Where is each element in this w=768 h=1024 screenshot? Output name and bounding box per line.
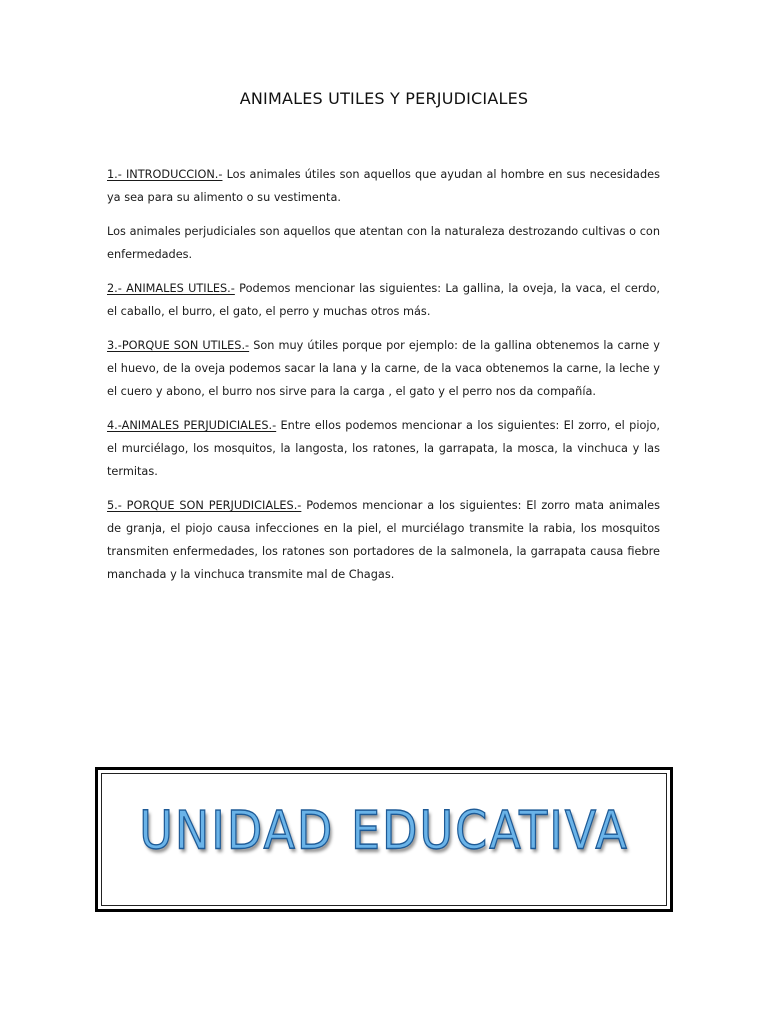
school-banner bbox=[95, 767, 673, 912]
paragraph-animales-utiles bbox=[107, 277, 660, 323]
section-heading-animales-perjudiciales: 4.-ANIMALES PERJUDICIALES.- bbox=[107, 419, 277, 432]
section-text-introduccion: Los animales útiles son aquellos que ayudan al hombre en sus necesidades ya sea para su alimento o su vestimenta. bbox=[107, 168, 660, 204]
section-text-animales-utiles: Podemos mencionar las siguientes: La gallina, la oveja, la vaca, el cerdo, el caballo, el burro, el gato, el perro y muchas otros más. bbox=[107, 282, 660, 318]
paragraph-introduccion bbox=[107, 163, 660, 209]
paragraph-porque-utiles bbox=[107, 334, 660, 403]
section-heading-porque-perjudiciales: 5.- PORQUE SON PERJUDICIALES.- bbox=[107, 499, 302, 512]
section-text-porque-utiles: Son muy útiles porque por ejemplo: de la gallina obtenemos la carne y el huevo, de la oveja podemos sacar la lana y la carne, de la vaca obtenemos la carne, la leche y el cuero y abono, el burro nos sirve para la carga , el gato y el perro nos da compañía. bbox=[107, 339, 660, 398]
document-body bbox=[107, 163, 660, 597]
paragraph-porque-perjudiciales bbox=[107, 494, 660, 586]
section-heading-animales-utiles: 2.- ANIMALES UTILES.- bbox=[107, 282, 235, 295]
section-text-porque-perjudiciales: Podemos mencionar a los siguientes: El zorro mata animales de granja, el piojo causa infecciones en la piel, el murciélago transmite la rabia, los mosquitos transmiten enfermedades, los ratones son portadores de la salmonela, la garrapata causa fiebre manchada y la vinchuca transmite mal de Chagas. bbox=[107, 499, 660, 581]
section-heading-porque-utiles: 3.-PORQUE SON UTILES.- bbox=[107, 339, 250, 352]
paragraph-perjudiciales-definicion bbox=[107, 220, 660, 266]
paragraph-animales-perjudiciales bbox=[107, 414, 660, 483]
page-title: ANIMALES UTILES Y PERJUDICIALES bbox=[239, 89, 529, 108]
banner-title: UNIDAD EDUCATIVA bbox=[139, 798, 629, 862]
section-text-animales-perjudiciales: Entre ellos podemos mencionar a los siguientes: El zorro, el piojo, el murciélago, los mosquitos, la langosta, los ratones, la garrapata, la mosca, la vinchuca y las termitas. bbox=[107, 419, 661, 478]
section-text-perjudiciales-definicion: Los animales perjudiciales son aquellos que atentan con la naturaleza destrozando cultivas o con enfermedades. bbox=[107, 225, 660, 261]
section-heading-introduccion: 1.- INTRODUCCION.- bbox=[107, 168, 223, 181]
